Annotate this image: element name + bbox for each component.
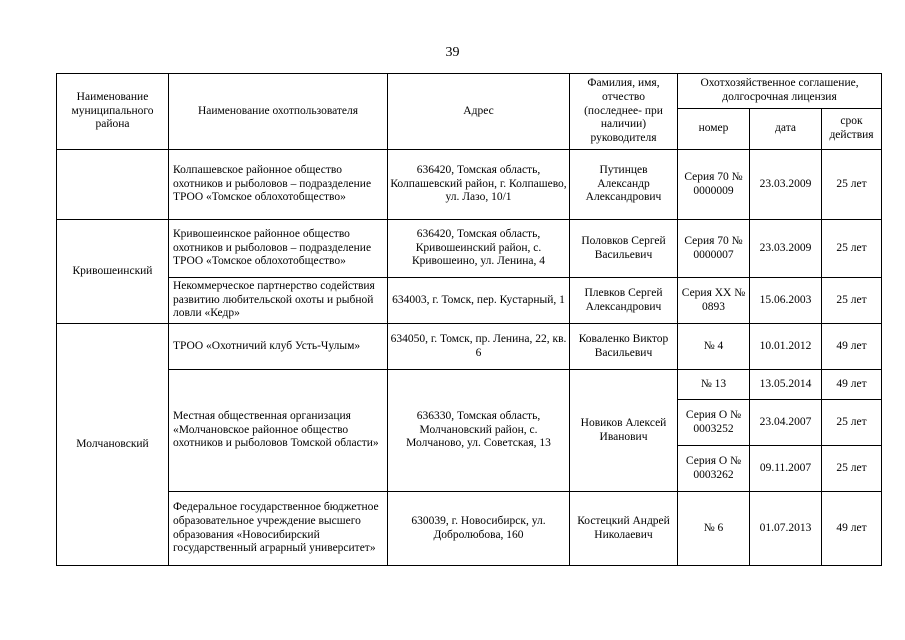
term-cell: 25 лет [822, 150, 882, 220]
address-cell: 636330, Томская область, Молчановский район, с. Молчаново, ул. Советская, 13 [388, 370, 570, 492]
user-cell: Кривошеинское районное общество охотников и рыболовов – подразделение ТРОО «Томское облохотобщество» [169, 220, 388, 278]
user-cell: Некоммерческое партнерство содействия развитию любительской охоты и рыбной ловли «Кедр» [169, 278, 388, 324]
table-row [57, 150, 882, 220]
number-cell: Серия 70 № 0000009 [678, 150, 750, 220]
term-cell: 25 лет [822, 446, 882, 492]
date-cell: 10.01.2012 [750, 324, 822, 370]
table-row [57, 278, 882, 324]
term-cell: 25 лет [822, 220, 882, 278]
rayon-cell-empty [57, 150, 169, 220]
address-cell: 634003, г. Томск, пер. Кустарный, 1 [388, 278, 570, 324]
header-rayon: Наименование муниципального района [57, 74, 169, 150]
user-cell: Местная общественная организация «Молчановское районное общество охотников и рыболовов Томской области» [169, 370, 388, 492]
head-cell: Коваленко Виктор Васильевич [570, 324, 678, 370]
number-cell: № 4 [678, 324, 750, 370]
rayon-cell: Молчановский [57, 324, 169, 566]
term-cell: 25 лет [822, 400, 882, 446]
number-cell: № 6 [678, 492, 750, 566]
head-cell: Плевков Сергей Александрович [570, 278, 678, 324]
number-cell: Серия 70 № 0000007 [678, 220, 750, 278]
table-row [57, 492, 882, 566]
head-cell: Половков Сергей Васильевич [570, 220, 678, 278]
date-cell: 15.06.2003 [750, 278, 822, 324]
hunting-users-table [56, 73, 882, 566]
user-cell: ТРОО «Охотничий клуб Усть-Чулым» [169, 324, 388, 370]
date-cell: 23.03.2009 [750, 220, 822, 278]
number-cell: Серия ХХ № 0893 [678, 278, 750, 324]
table-header-row [57, 74, 882, 109]
head-cell: Новиков Алексей Иванович [570, 370, 678, 492]
number-cell: Серия О № 0003262 [678, 446, 750, 492]
head-cell: Путинцев Александр Александрович [570, 150, 678, 220]
date-cell: 13.05.2014 [750, 370, 822, 400]
header-address: Адрес [388, 74, 570, 150]
term-cell: 25 лет [822, 278, 882, 324]
table-row [57, 324, 882, 370]
header-head: Фамилия, имя, отчество (последнее- при наличии) руководителя [570, 74, 678, 150]
address-cell: 636420, Томская область, Кривошеинский район, с. Кривошеино, ул. Ленина, 4 [388, 220, 570, 278]
header-date: дата [750, 109, 822, 150]
user-cell: Федеральное государственное бюджетное образовательное учреждение высшего образования «Новосибирский государственный аграрный университет» [169, 492, 388, 566]
header-term: срок действия [822, 109, 882, 150]
address-cell: 636420, Томская область, Колпашевский район, г. Колпашево, ул. Лазо, 10/1 [388, 150, 570, 220]
number-cell: Серия О № 0003252 [678, 400, 750, 446]
date-cell: 09.11.2007 [750, 446, 822, 492]
head-cell: Костецкий Андрей Николаевич [570, 492, 678, 566]
table-row [57, 370, 882, 400]
date-cell: 01.07.2013 [750, 492, 822, 566]
date-cell: 23.04.2007 [750, 400, 822, 446]
header-number: номер [678, 109, 750, 150]
address-cell: 634050, г. Томск, пр. Ленина, 22, кв. 6 [388, 324, 570, 370]
page-number: 39 [445, 45, 460, 60]
term-cell: 49 лет [822, 492, 882, 566]
address-cell: 630039, г. Новосибирск, ул. Добролюбова, 160 [388, 492, 570, 566]
term-cell: 49 лет [822, 324, 882, 370]
date-cell: 23.03.2009 [750, 150, 822, 220]
term-cell: 49 лет [822, 370, 882, 400]
user-cell: Колпашевское районное общество охотников и рыболовов – подразделение ТРОО «Томское облохотобщество» [169, 150, 388, 220]
header-user: Наименование охотпользователя [169, 74, 388, 150]
rayon-cell: Кривошеинский [57, 220, 169, 324]
table-row [57, 220, 882, 278]
number-cell: № 13 [678, 370, 750, 400]
header-agreement: Охотхозяйственное соглашение, долгосрочная лицензия [678, 74, 882, 109]
